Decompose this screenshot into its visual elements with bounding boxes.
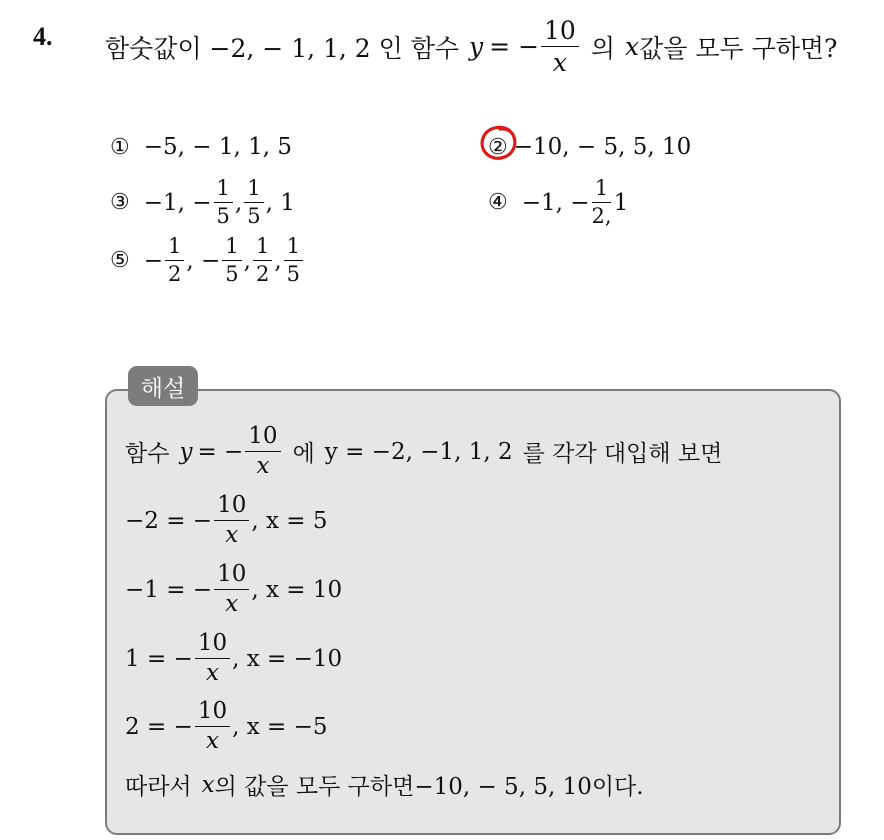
solution-step bbox=[125, 700, 328, 753]
fraction-denominator: x bbox=[256, 453, 270, 479]
fraction-denominator: 2 bbox=[168, 262, 182, 286]
step-fraction bbox=[214, 563, 249, 616]
fraction-denominator: x bbox=[205, 728, 219, 754]
solution-conclusion bbox=[125, 768, 644, 801]
fraction-denominator: 2 bbox=[255, 262, 270, 286]
answer-mark-circle bbox=[479, 124, 519, 162]
step-fraction bbox=[195, 700, 230, 753]
option-marker: ④ bbox=[488, 190, 508, 215]
step-rhs: , x = 5 bbox=[251, 507, 328, 534]
solution-tag: 해설 bbox=[128, 366, 198, 406]
option-marker: ⑤ bbox=[110, 248, 130, 273]
option-pre: − bbox=[143, 247, 164, 274]
fraction-numerator: 10 bbox=[195, 632, 230, 659]
fraction-numerator: 1 bbox=[253, 236, 272, 261]
option-4[interactable] bbox=[488, 178, 628, 227]
fraction-numerator: 1 bbox=[165, 236, 184, 261]
option-fraction bbox=[592, 178, 612, 227]
fraction-denominator: 5 bbox=[216, 204, 230, 228]
question-x: x bbox=[624, 32, 640, 61]
solution-intro bbox=[125, 425, 722, 478]
problem-question bbox=[105, 18, 837, 75]
question-eq: = − bbox=[489, 32, 540, 61]
intro-values: y = −2, −1, 1, 2 bbox=[324, 438, 513, 465]
fraction-numerator: 1 bbox=[592, 178, 611, 203]
option-sep: , bbox=[243, 247, 251, 274]
fraction-numerator: 1 bbox=[244, 178, 263, 203]
fraction-numerator: 10 bbox=[195, 700, 230, 727]
option-pre: −1, − bbox=[521, 189, 590, 216]
conclusion-text: 따라서 bbox=[125, 774, 192, 800]
step-lhs: −1 = − bbox=[125, 576, 213, 603]
option-5[interactable] bbox=[110, 236, 305, 285]
question-prefix: 함숫값이 −2, − 1, 1, 2 인 함수 bbox=[105, 33, 460, 63]
option-fraction bbox=[284, 236, 303, 285]
fraction-denominator: 5 bbox=[247, 204, 261, 228]
option-3[interactable] bbox=[110, 178, 295, 227]
intro-fraction bbox=[245, 425, 280, 478]
option-fraction bbox=[165, 236, 184, 285]
option-sep: , − bbox=[186, 247, 221, 274]
fraction-denominator: x bbox=[205, 660, 219, 686]
option-fraction bbox=[214, 178, 233, 227]
option-fraction bbox=[222, 236, 241, 285]
fraction-numerator: 1 bbox=[214, 178, 233, 203]
intro-text: 함수 bbox=[125, 441, 170, 467]
intro-y: y bbox=[179, 438, 193, 465]
intro-text: 를 각각 대입해 보면 bbox=[522, 441, 723, 467]
option-fraction bbox=[244, 178, 263, 227]
option-fraction bbox=[253, 236, 272, 285]
step-fraction bbox=[195, 632, 230, 685]
option-text: −5, − 1, 1, 5 bbox=[143, 134, 292, 160]
fraction-numerator: 10 bbox=[245, 425, 280, 452]
option-pre: −1, − bbox=[143, 189, 212, 216]
intro-text: 에 bbox=[292, 441, 315, 467]
option-marker: ③ bbox=[110, 190, 130, 215]
option-sep: , bbox=[234, 189, 243, 216]
step-lhs: 2 = − bbox=[125, 713, 193, 740]
fraction-denominator: 5 bbox=[225, 262, 239, 286]
step-lhs: −2 = − bbox=[125, 507, 213, 534]
solution-step bbox=[125, 494, 327, 547]
option-marker: ② bbox=[488, 134, 508, 160]
fraction-denominator: x bbox=[225, 522, 239, 548]
step-lhs: 1 = − bbox=[125, 645, 193, 672]
step-fraction bbox=[214, 494, 249, 547]
fraction-denominator: x bbox=[225, 591, 239, 617]
fraction-denominator: 5 bbox=[286, 262, 301, 286]
solution-step bbox=[125, 563, 342, 616]
fraction-numerator: 10 bbox=[541, 18, 579, 47]
step-rhs: , x = −10 bbox=[232, 645, 343, 672]
option-1[interactable] bbox=[110, 134, 292, 160]
option-post: 1 bbox=[613, 189, 629, 216]
fraction-numerator: 10 bbox=[214, 563, 249, 590]
fraction-denominator: 2, bbox=[591, 204, 612, 228]
step-rhs: , x = −5 bbox=[232, 713, 328, 740]
fraction-numerator: 10 bbox=[214, 494, 249, 521]
fraction-numerator: 1 bbox=[284, 236, 303, 261]
problem-number: 4. bbox=[33, 22, 53, 51]
solution-step bbox=[125, 632, 342, 685]
option-post: , 1 bbox=[265, 189, 295, 216]
question-suffix: 값을 모두 구하면? bbox=[639, 33, 838, 63]
question-y: y bbox=[469, 32, 484, 61]
option-sep: , bbox=[274, 247, 282, 274]
question-ui: 의 bbox=[590, 33, 615, 63]
step-rhs: , x = 10 bbox=[251, 576, 343, 603]
intro-eq: = − bbox=[197, 438, 244, 465]
fraction-denominator: x bbox=[552, 48, 567, 77]
conclusion-x: x bbox=[201, 771, 215, 798]
option-marker: ① bbox=[110, 134, 130, 160]
conclusion-text: 의 값을 모두 구하면−10, − 5, 5, 10이다. bbox=[214, 774, 644, 800]
question-fraction bbox=[541, 18, 579, 75]
fraction-numerator: 1 bbox=[222, 236, 241, 261]
option-text: −10, − 5, 5, 10 bbox=[513, 134, 692, 160]
